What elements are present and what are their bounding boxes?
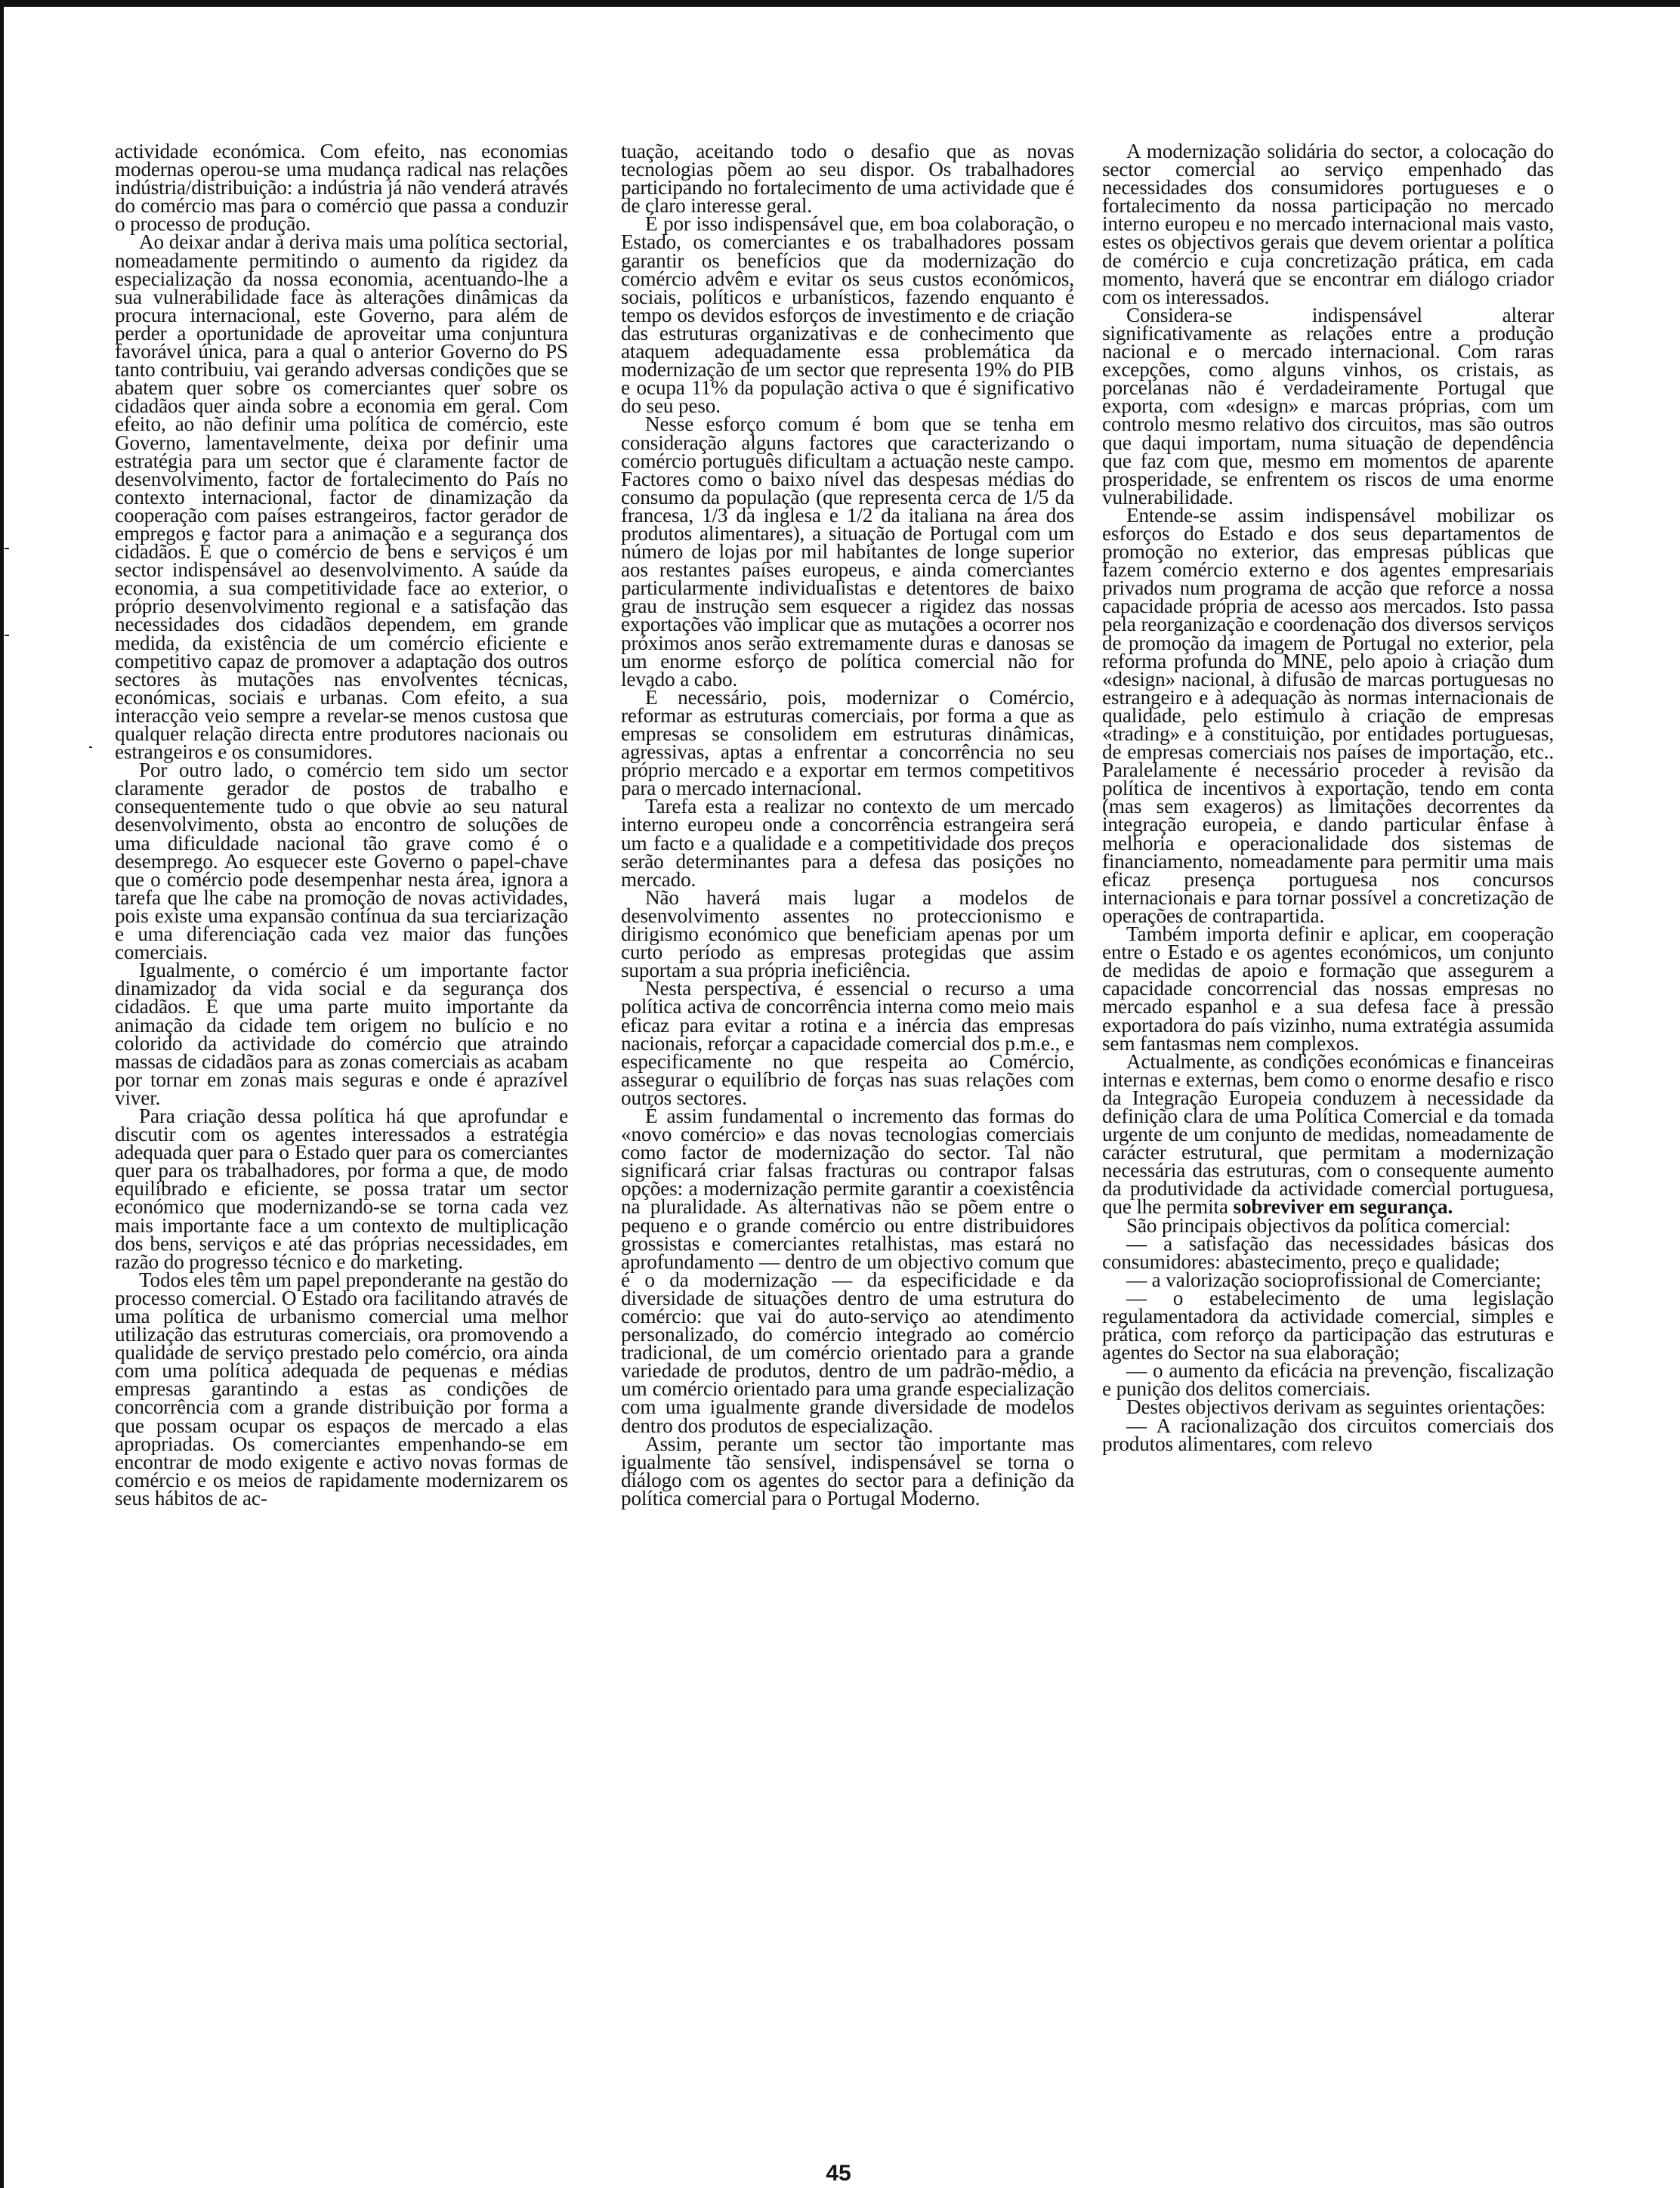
paragraph-text: Destes objectivos derivam as seguintes orientações:: [1126, 1395, 1546, 1419]
paragraph-text: Assim, perante um sector tão importante mas igualmente tão sensível, indispensável se torna o diálogo com os agentes do sector para a definição da política comercial para o Portugal Moderno.: [621, 1432, 1074, 1510]
article-paragraph: [621, 685, 1074, 800]
margin-tick: [5, 548, 9, 549]
paragraph-text: Actualmente, as condições económicas e financeiras internas e externas, bem como o enorme desafio e risco da Integração Europeia conduzem à necessidade da definição clara de uma Política Comercial e da tomada urgente de um conjunto de medidas, nomeadamente de carácter estrutural, que permitam a modernização necessária das estruturas, com o consequente aumento da produtividade da actividade comercial portuguesa, que lhe permita: [1102, 1049, 1554, 1219]
article-paragraph: [1102, 303, 1554, 508]
paragraph-text: — a satisfação das necessidades básicas dos consumidores: abastecimento, preço e qualidade;: [1102, 1232, 1554, 1273]
paragraph-text: Não haverá mais lugar a modelos de desenvolvimento assentes no proteccionismo e dirigismo económico que beneficiam apenas por um curto período as empresas protegidas que assim suportam a sua própria ineficiência.: [621, 885, 1074, 982]
paragraph-text: Considera-se indispensável alterar significativamente as relações entre a produção nacional e o mercado internacional. Com raras excepções, como alguns vinhos, os cristais, as porcelanas não é verdadeiramente Portugal que exporta, com «design» e marcas próprias, com um controlo mesmo relativo dos circuitos, mas são outros que daqui importam, numa situação de dependência que faz com que, mesmo em momentos de aparente prosperidade, se enfrentem os riscos de uma enorme vulnerabilidade.: [1102, 303, 1554, 508]
article-paragraph: [1102, 1414, 1554, 1455]
article-paragraph: [115, 1268, 568, 1510]
article-paragraph: [115, 140, 568, 236]
article-paragraph: [1102, 1049, 1554, 1219]
margin-tick: [5, 635, 9, 636]
paragraph-text: Nesta perspectiva, é essencial o recurso a uma política activa de concorrência interna como meio mais eficaz para evitar a rotina e a inércia das empresas nacionais, reforçar a capacidade comercial dos p.m.e., e especificamente no que respeita ao Comércio, assegurar o equilíbrio de forças nas suas relações com outros sectores.: [621, 977, 1074, 1109]
paragraph-text: Também importa definir e aplicar, em cooperação entre o Estado e os agentes económicos, um conjunto de medidas de apoio e formação que assegurem a capacidade concorrencial das nossas empresas no mercado espanhol e a sua defesa face à pressão exportadora do país vizinho, numa extratégia assumida sem fantasmas nem complexos.: [1102, 922, 1554, 1055]
scan-border-top: [0, 0, 1680, 7]
margin-tick: [89, 746, 92, 748]
article-paragraph: [115, 230, 568, 764]
paragraph-text: — a valorização socioprofissional de Comerciante;: [1126, 1268, 1542, 1291]
paragraph-text: Para criação dessa política há que aprofundar e discutir com os agentes interessados a estratégia adequada quer para o Estado quer para os comerciantes quer para os trabalhadores, por forma a que, de modo equilibrado e eficiente, se possa tratar um sector económico que modernizando-se se torna cada vez mais importante face a um contexto de multiplicação dos bens, serviços e até das próprias necessidades, em razão do progresso técnico e do marketing.: [115, 1104, 568, 1273]
article-paragraph: [1102, 142, 1554, 306]
column-1: [115, 140, 568, 1510]
article-paragraph: [115, 1104, 568, 1273]
paragraph-text: Igualmente, o comércio é um importante factor dinamizador da vida social e da segurança dos cidadãos. É que uma parte muito importante da animação da cidade tem origem no bulício e no colorido da actividade do comércio que atraindo massas de cidadãos para as zonas comerciais as acabam por tornar em zonas mais seguras e onde é aprazível viver.: [115, 959, 568, 1109]
paragraph-text: É por isso indispensável que, em boa colaboração, o Estado, os comerciantes e os trabalhadores possam garantir os benefícios que da modernização do comércio advêm e evitar os seus custos económicos, sociais, políticos e urbanísticos, fazendo enquanto é tempo os devidos esforços de investimento e de criação das estruturas organizativas e de conhecimento que ataquem adequadamente essa problemática da modernização de um sector que representa 19% do PIB e ocupa 11% da população activa o que é significativo do seu peso.: [621, 212, 1074, 418]
paragraph-text: É necessário, pois, modernizar o Comércio, reformar as estruturas comerciais, por forma a que as empresas se consolidem em estruturas dinâmicas, agressivas, aptas a enfrentar a concorrência no seu próprio mercado e a exportar em termos competitivos para o mercado internacional.: [621, 685, 1074, 800]
article-paragraph: [621, 1432, 1074, 1510]
page-number: 45: [826, 2161, 851, 2186]
paragraph-text: Por outro lado, o comércio tem sido um sector claramente gerador de postos de trabalho e consequentemente tudo o que obvie ao seu natural desenvolvimento, obsta ao encontro de soluções de uma dificuldade nacional tão grave como é o desemprego. Ao esquecer este Governo o papel-chave que o comércio pode desempenhar nesta área, ignora a tarefa que lhe cabe na promoção de novas actividades, pois existe uma expansão contínua da sua terciarização e uma diferenciação cada vez maior das funções comerciais.: [115, 759, 568, 964]
paragraph-text: — o estabelecimento de uma legislação regulamentadora da actividade comercial, simples e prática, com reforço da participação das estruturas e agentes do Sector na sua elaboração;: [1102, 1286, 1554, 1364]
paragraph-text: — o aumento da eficácia na prevenção, fiscalização e punição dos delitos comerciais.: [1102, 1359, 1554, 1401]
article-paragraph: [115, 759, 568, 964]
paragraph-text: São principais objectivos da política comercial:: [1126, 1213, 1511, 1237]
article-paragraph: [1102, 922, 1554, 1055]
article-paragraph: [621, 885, 1074, 982]
emphasis-text: sobreviver em segurança.: [1233, 1195, 1453, 1219]
paragraph-text: Ao deixar andar à deriva mais uma política sectorial, nomeadamente permitindo o aumento da rigidez da especialização da nossa economia, acentuando-lhe a sua vulnerabilidade face às alterações dinâmicas da procura internacional, este Governo, para além de perder a oportunidade de aproveitar uma conjuntura favorável única, para a qual o anterior Governo do PS tanto contribuiu, vai gerando adversas condições que se abatem quer sobre os comerciantes quer sobre os cidadãos quer ainda sobre a economia em geral. Com efeito, ao não definir uma política de comércio, este Governo, lamentavelmente, deixa por definir uma estratégia para um sector que é claramente factor de desenvolvimento, factor de fortalecimento do País no contexto internacional, factor de dinamização da cooperação com países estrangeiros, factor gerador de empregos e factor para a animação e a segurança dos cidadãos. É que o comércio de bens e serviços é um sector indispensável ao desenvolvimento. A saúde da economia, a sua competitividade face ao exterior, o próprio desenvolvimento regional e a satisfação das necessidades dos cidadãos dependem, em grande medida, da existência de um comércio eficiente e competitivo capaz de promover a adaptação dos outros sectores às mutações nas envolventes técnicas, económicas, sociais e urbanas. Com efeito, a sua interacção veio sempre a revelar-se menos custosa que qualquer relação directa entre produtores nacionais ou estrangeiros e os consumidores.: [115, 230, 568, 764]
paragraph-text: Todos eles têm um papel preponderante na gestão do processo comercial. O Estado ora facilitando através de uma política de urbanismo comercial uma melhor utilização das estruturas comerciais, ora promovendo a qualidade de serviço prestado pelo comércio, ora ainda com uma política adequada de pequenas e médias empresas garantindo a estas as condições de concorrência com a grande distribuição por forma a que possam ocupar os espaços de mercado a elas apropriadas. Os comerciantes empenhando-se em encontrar de modo exigente e activo novas formas de comércio e os meios de rapidamente modernizarem os seus hábitos de ac-: [115, 1268, 568, 1510]
paragraph-text: A modernização solidária do sector, a colocação do sector comercial ao serviço empenhado das necessidades dos consumidores portugueses e o fortalecimento da nossa participação no mercado interno europeu e no mercado internacional mais vasto, estes os objectivos gerais que devem orientar a política de comércio e cuja concretização prática, em cada momento, haverá que se encontrar em diálogo criador com os interessados.: [1102, 140, 1554, 308]
article-paragraph: [621, 413, 1074, 691]
article-paragraph: [1102, 1232, 1554, 1273]
article-paragraph: [621, 140, 1074, 218]
scan-border-left: [0, 0, 4, 2188]
paragraph-text: É assim fundamental o incremento das formas do «novo comércio» e das novas tecnologias comerciais como factor de modernização do sector. Tal não significará criar falsas fracturas ou contrapor falsas opções: a modernização permite garantir a coexistência na pluralidade. As alternativas não se põem entre o pequeno e o grande comércio ou entre distribuidores grossistas e comerciantes retalhistas, mas estará no aprofundamento — dentro de um objectivo comum que é o da modernização — da especificidade e da diversidade de situações dentro de uma estrutura do comércio: que vai do auto-serviço ao atendimento personalizado, do comércio integrado ao comércio tradicional, de um comércio orientado para a grande variedade de produtos, dentro de um padrão-médio, a um comércio orientado para uma grande especialização com uma igualmente grande diversidade de modelos dentro dos produtos de especialização.: [621, 1104, 1074, 1437]
article-paragraph: [621, 1104, 1074, 1437]
article-paragraph: [115, 961, 568, 1107]
article-paragraph: [1102, 1286, 1554, 1364]
paragraph-text: actividade económica. Com efeito, nas economias modernas operou-se uma mudança radical nas relações indústria/distribuição: a indústria já não venderá através do comércio mas para o comércio que passa a conduzir o processo de produção.: [115, 140, 568, 236]
article-paragraph: [1102, 503, 1554, 927]
article-paragraph: [621, 795, 1074, 891]
article-paragraph: [1102, 1359, 1554, 1401]
paragraph-text: Entende-se assim indispensável mobilizar os esforços do Estado e dos seus departamentos de promoção no exterior, das empresas públicas que fazem comércio externo e dos agentes empresariais privados num programa de acção que reforce a nossa capacidade própria de acesso aos mercados. Isto passa pela reorganização e coordenação dos diversos serviços de promoção da imagem de Portugal no exterior, pela reforma profunda do MNE, pelo apoio à criação dum «design» nacional, à difusão de marcas portuguesas no estrangeiro e à adequação às normas internacionais de qualidade, pelo estimulo à criação de empresas «trading» e à constituição, por entidades portuguesas, de empresas comerciais nos países de importação, etc.. Paralelamente é necessário proceder à revisão da política de incentivos à exportação, tendo em conta (mas sem exageros) as limitações decorrentes da integração europeia, e dando particular ênfase à melhoria e operacionalidade dos sistemas de financiamento, nomeadamente para permitir uma mais eficaz presença portuguesa nos concursos internacionais e para tornar possível a concretização de operações de contrapartida.: [1102, 503, 1554, 927]
column-2: [621, 140, 1074, 1510]
column-3: [1102, 142, 1554, 1453]
paragraph-text: — A racionalização dos circuitos comerciais dos produtos alimentares, com relevo: [1102, 1414, 1554, 1455]
paragraph-text: Tarefa esta a realizar no contexto de um mercado interno europeu onde a concorrência estrangeira será um facto e a qualidade e a competitividade dos preços serão determinantes para a defesa das posições no mercado.: [621, 795, 1074, 891]
paragraph-text: Nesse esforço comum é bom que se tenha em consideração alguns factores que caracterizando o comércio português dificultam a actuação neste campo. Factores como o baixo nível das despesas médias do consumo da população (que representa cerca de 1/5 da francesa, 1/3 da inglesa e 1/2 da italiana na área dos produtos alimentares), a situação de Portugal com um número de lojas por mil habitantes de longe superior aos restantes países europeus, e ainda comerciantes particularmente individualistas e detentores de baixo grau de instrução sem esquecer a rigidez das nossas exportações vão implicar que as mutações a ocorrer nos próximos anos serão extremamente duras e danosas se um enorme esforço de política comercial não for levado a cabo.: [621, 413, 1074, 691]
article-paragraph: [621, 979, 1074, 1107]
paragraph-text: tuação, aceitando todo o desafio que as novas tecnologias põem ao seu dispor. Os trabalhadores participando no fortalecimento de uma actividade que é de claro interesse geral.: [621, 140, 1074, 218]
article-paragraph: [621, 212, 1074, 418]
